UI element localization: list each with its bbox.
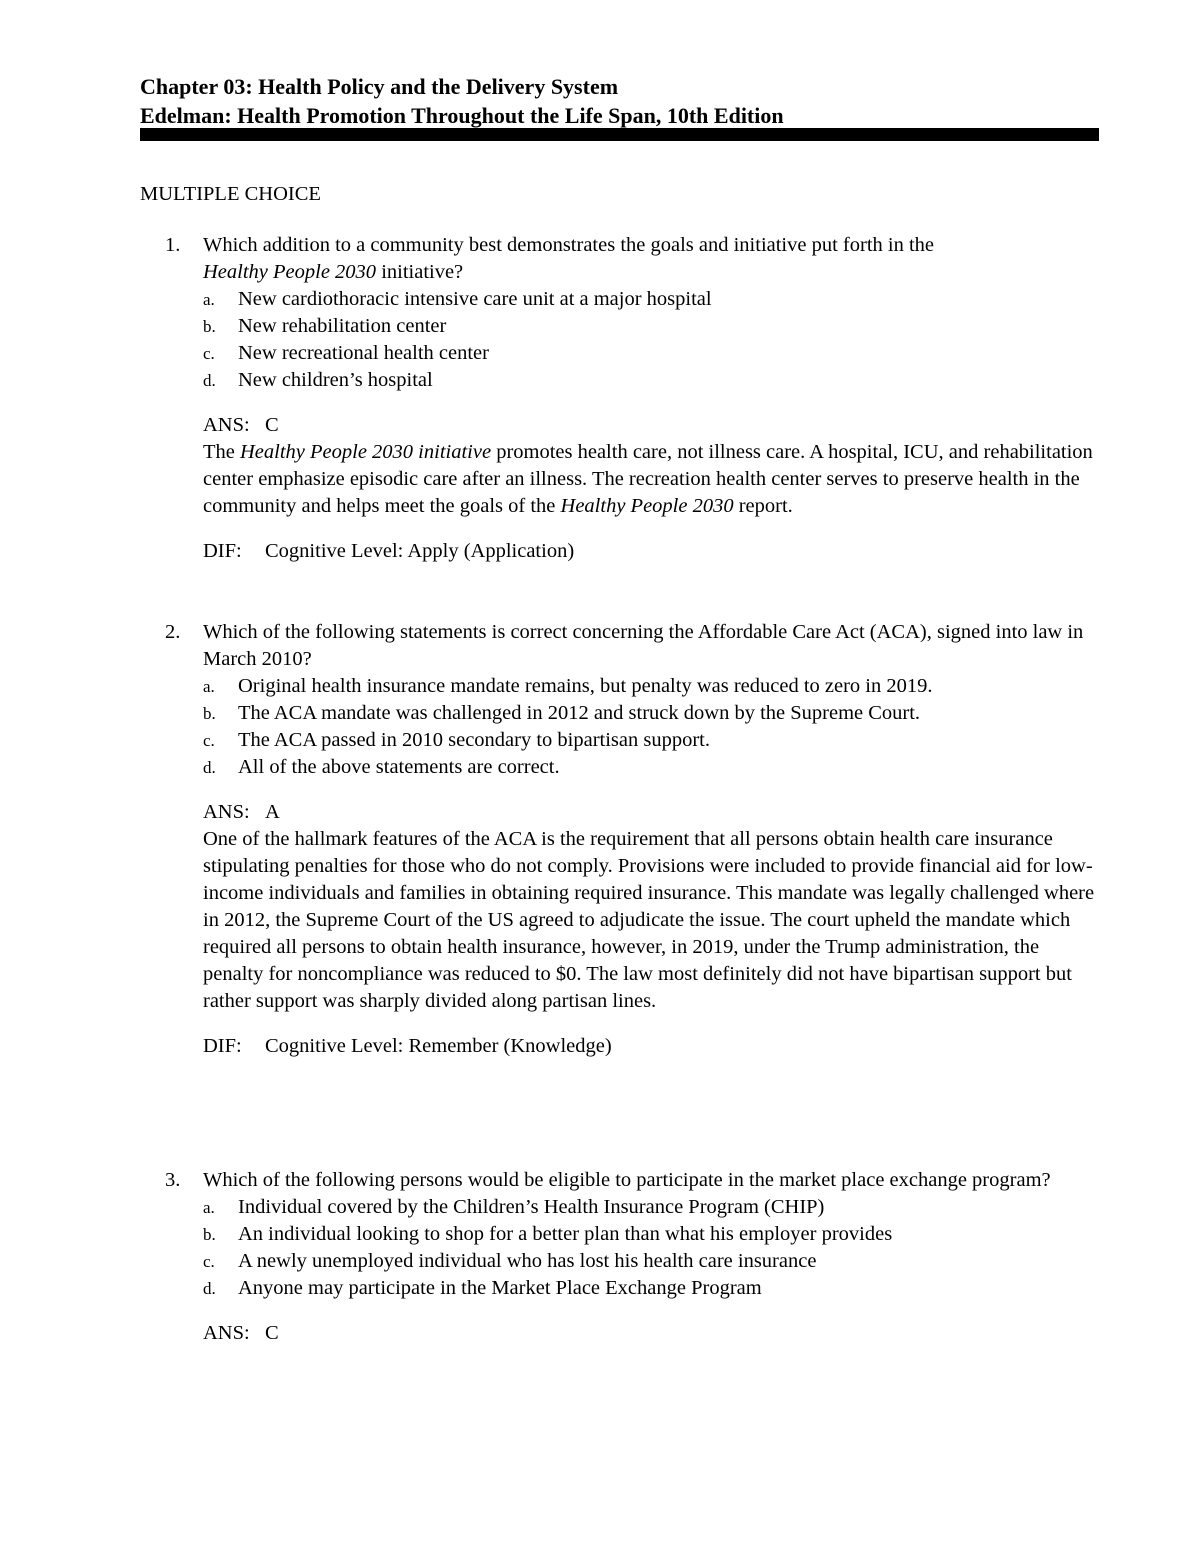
option-a: a. Original health insurance mandate remains, but penalty was reduced to zero in 2019. xyxy=(203,675,933,697)
question-stem: Which of the following statements is correct concerning the Affordable Care Act (ACA), signed into law in March 2010? xyxy=(203,621,1084,670)
question-1 xyxy=(140,232,1100,565)
answer-value: C xyxy=(265,1322,279,1344)
answer-line: ANS: A xyxy=(203,801,280,823)
question-number: 1. xyxy=(165,234,181,256)
option-c: c. A newly unemployed individual who has lost his health care insurance xyxy=(203,1250,817,1272)
answer-value: C xyxy=(265,414,279,436)
answer-line: ANS: C xyxy=(203,414,279,436)
chapter-title: Chapter 03: Health Policy and the Delivery System xyxy=(140,74,619,99)
question-stem: Which addition to a community best demonstrates the goals and initiative put forth in the Healthy People 2030 initiative? xyxy=(203,234,935,283)
option-d: d. Anyone may participate in the Market Place Exchange Program xyxy=(203,1277,762,1299)
section-title: MULTIPLE CHOICE xyxy=(140,183,321,205)
option-d: d. New children’s hospital xyxy=(203,369,433,391)
document-header xyxy=(140,72,1100,130)
answer-value: A xyxy=(265,801,280,823)
rationale: One of the hallmark features of the ACA is the requirement that all persons obtain health care insurance stipulating penalties for those who do not comply. Provisions were included to provide financial aid for low-income individuals and families in obtaining required insurance. This mandate was legally challenged where in 2012, the Supreme Court of the US agreed to adjudicate the issue. The court upheld the mandate which required all persons to obtain health insurance, however, in 2019, under the Trump administration, the penalty for noncompliance was reduced to $0. The law most definitely did not have bipartisan support but rather support was sharply divided along partisan lines. xyxy=(203,828,1095,1012)
question-number: 3. xyxy=(165,1169,181,1191)
question-stem: Which of the following persons would be eligible to participate in the market place exchange program? xyxy=(203,1169,1051,1191)
options-row xyxy=(140,286,1100,394)
answer-line: ANS: C xyxy=(203,1322,279,1344)
header-rule xyxy=(140,128,1099,141)
question-2 xyxy=(140,619,1100,1060)
answer-options xyxy=(203,673,963,781)
cognitive-level: Cognitive Level: Remember (Knowledge) xyxy=(265,1035,612,1057)
question-3 xyxy=(140,1167,1100,1347)
option-d: d. All of the above statements are correct. xyxy=(203,756,560,778)
question-stem-row xyxy=(140,232,1100,286)
question-stem-row xyxy=(140,1167,1100,1194)
option-a: a. Individual covered by the Children’s Health Insurance Program (CHIP) xyxy=(203,1196,825,1218)
options-row xyxy=(140,1194,1100,1302)
option-c: c. New recreational health center xyxy=(203,342,489,364)
difficulty-line: DIF: Cognitive Level: Remember (Knowledge) xyxy=(203,1035,612,1057)
question-number: 2. xyxy=(165,621,181,643)
answer-options xyxy=(203,286,1100,394)
rationale: The Healthy People 2030 initiative promotes health care, not illness care. A hospital, ICU, and rehabilitation center emphasize episodic care after an illness. The recreation health center serves to preserve health in the community and helps meet the goals of the Healthy People 2030 report. xyxy=(203,441,1093,517)
difficulty-line: DIF: Cognitive Level: Apply (Application) xyxy=(203,540,575,562)
book-title: Edelman: Health Promotion Throughout the Life Span, 10th Edition xyxy=(140,103,784,128)
option-b: b. New rehabilitation center xyxy=(203,315,447,337)
answer-options xyxy=(203,1194,1100,1302)
question-stem-row xyxy=(140,619,1100,673)
option-b: b. An individual looking to shop for a better plan than what his employer provides xyxy=(203,1223,893,1245)
option-c: c. The ACA passed in 2010 secondary to bipartisan support. xyxy=(203,729,711,751)
cognitive-level: Cognitive Level: Apply (Application) xyxy=(265,540,575,562)
option-b: b. The ACA mandate was challenged in 2012 and struck down by the Supreme Court. xyxy=(203,702,921,724)
option-a: a. New cardiothoracic intensive care unit at a major hospital xyxy=(203,288,712,310)
options-row xyxy=(140,673,1100,781)
